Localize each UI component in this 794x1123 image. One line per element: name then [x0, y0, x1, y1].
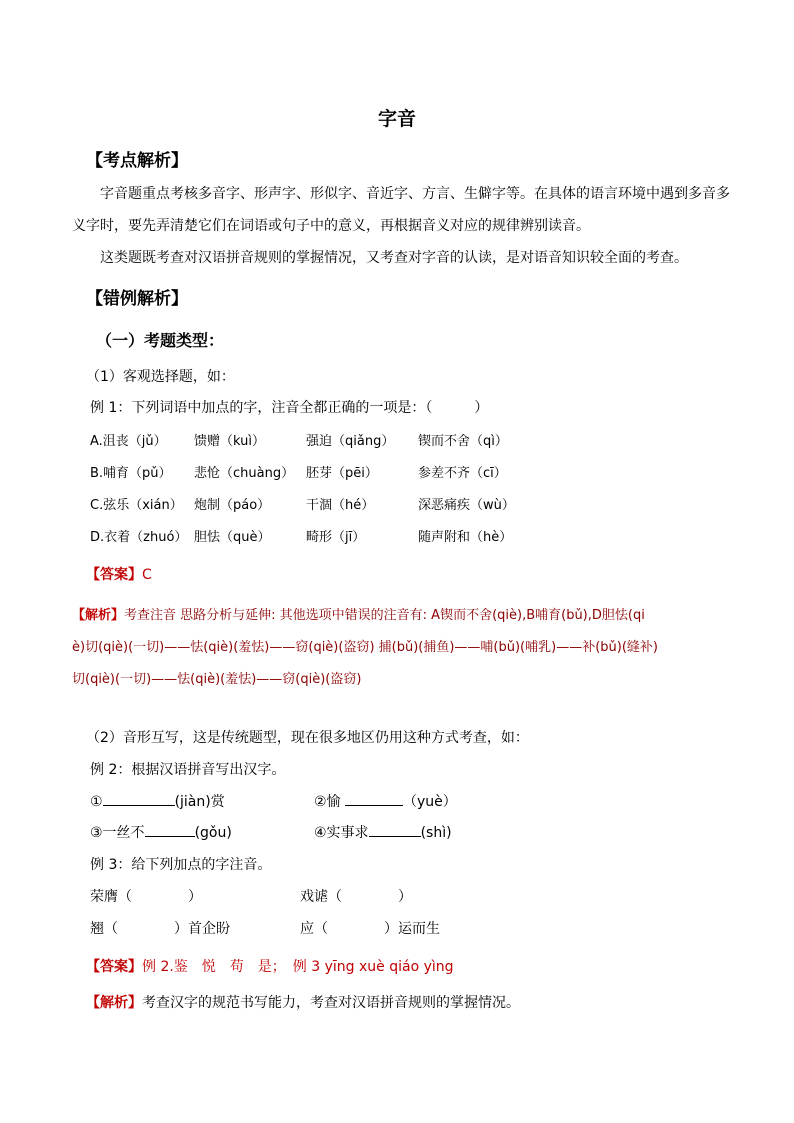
explanation-line-1: 考查注音 思路分析与延伸: 其他选项中错误的注音有: A锲而不舍(qiè),B哺育(bǔ),D胆怯(qi	[124, 608, 645, 623]
explanation-tag: 【解析】	[86, 995, 142, 1011]
option-d-1: D.衣着（zhuó）	[90, 530, 188, 545]
answer-tag: 【答案】	[86, 567, 142, 583]
question-type-2: （2）音形互写，这是传统题型，现在很多地区仍用这种方式考查，如：	[86, 730, 529, 746]
option-b-1: B.哺育（pǔ）	[90, 466, 172, 481]
example-2-item-3: ③一丝不 (gǒu)	[90, 822, 232, 842]
answer-value: C	[142, 567, 152, 583]
subheading-question-types: （一）考题类型：	[96, 331, 225, 350]
example-3-stem: 例 3：给下列加点的字注音。	[90, 857, 272, 873]
example-2-item-1: ① (jiàn)赏	[90, 791, 225, 811]
blank-line	[345, 791, 403, 806]
blank-line	[145, 822, 195, 837]
example-2-stem: 例 2：根据汉语拼音写出汉字。	[90, 762, 286, 778]
blank-line	[103, 791, 175, 806]
example-2-item-2: ②愉 （yuè）	[314, 791, 457, 811]
answer-1	[86, 564, 152, 584]
answer-value: 例 2.鉴 悦 苟 是； 例 3 yīng xuè qiáo yìng	[142, 959, 454, 975]
option-a-2: 馈赠（kuì）	[194, 434, 265, 449]
option-b-4: 参差不齐（cī）	[418, 466, 507, 481]
option-d-2: 胆怯（què）	[194, 530, 271, 545]
paragraph-intro: 字音题重点考核多音字、形声字、形似字、音近字、方言、生僻字等。在具体的语言环境中遇到多音多义字时，要先弄清楚它们在词语或句子中的意义，再根据音义对应的规律辨别读音。	[72, 186, 730, 234]
answer-tag: 【答案】	[86, 959, 142, 975]
option-c-3: 干涸（hé）	[306, 498, 375, 513]
example-3-item-2: 戏谑（ ）	[300, 889, 412, 905]
option-c-2: 炮制（páo）	[194, 498, 271, 513]
page-title: 字音	[377, 108, 416, 130]
option-a-3: 强迫（qiǎng）	[306, 434, 395, 449]
example-3-item-1: 荣膺（ ）	[90, 889, 202, 905]
answer-2	[86, 956, 454, 976]
explanation-1	[72, 600, 658, 696]
paragraph-scope: 这类题既考查对汉语拼音规则的掌握情况，又考查对字音的认读，是对语音知识较全面的考查。	[100, 250, 688, 266]
option-d-3: 畸形（jī）	[306, 530, 366, 545]
example-1-stem: 例 1：下列词语中加点的字，注音全都正确的一项是：（ ）	[90, 400, 489, 416]
option-a-1: A.沮丧（jǔ）	[90, 434, 167, 449]
explanation-value: 考查汉字的规范书写能力，考查对汉语拼音规则的掌握情况。	[142, 995, 520, 1011]
question-type-1: （1）客观选择题，如：	[86, 369, 235, 385]
explanation-2	[86, 992, 520, 1012]
option-c-1: C.弦乐（xián）	[90, 498, 183, 513]
example-3-item-4: 应（ ）运而生	[300, 921, 440, 937]
explanation-tag: 【解析】	[72, 608, 125, 623]
option-a-4: 锲而不舍（qì）	[418, 434, 508, 449]
example-2-item-4: ④实事求 (shì)	[314, 822, 452, 842]
option-b-2: 悲怆（chuàng）	[194, 466, 295, 481]
option-d-4: 随声附和（hè）	[418, 530, 513, 545]
section-heading-errors: 【错例解析】	[86, 289, 188, 309]
option-c-4: 深恶痛疾（wù）	[418, 498, 515, 513]
section-heading-analysis: 【考点解析】	[86, 151, 188, 171]
explanation-line-2: è)切(qiè)(一切)——怯(qiè)(羞怯)——窃(qiè)(盗窃) 捕(bǔ)(捕鱼)——哺(bǔ)(哺乳)——补(bǔ)(缝补)	[72, 640, 658, 655]
blank-line	[369, 822, 421, 837]
example-3-item-3: 翘（ ）首企盼	[90, 921, 230, 937]
explanation-line-3: 切(qiè)(一切)——怯(qiè)(羞怯)——窃(qiè)(盗窃)	[72, 672, 362, 687]
option-b-3: 胚芽（pēi）	[306, 466, 378, 481]
